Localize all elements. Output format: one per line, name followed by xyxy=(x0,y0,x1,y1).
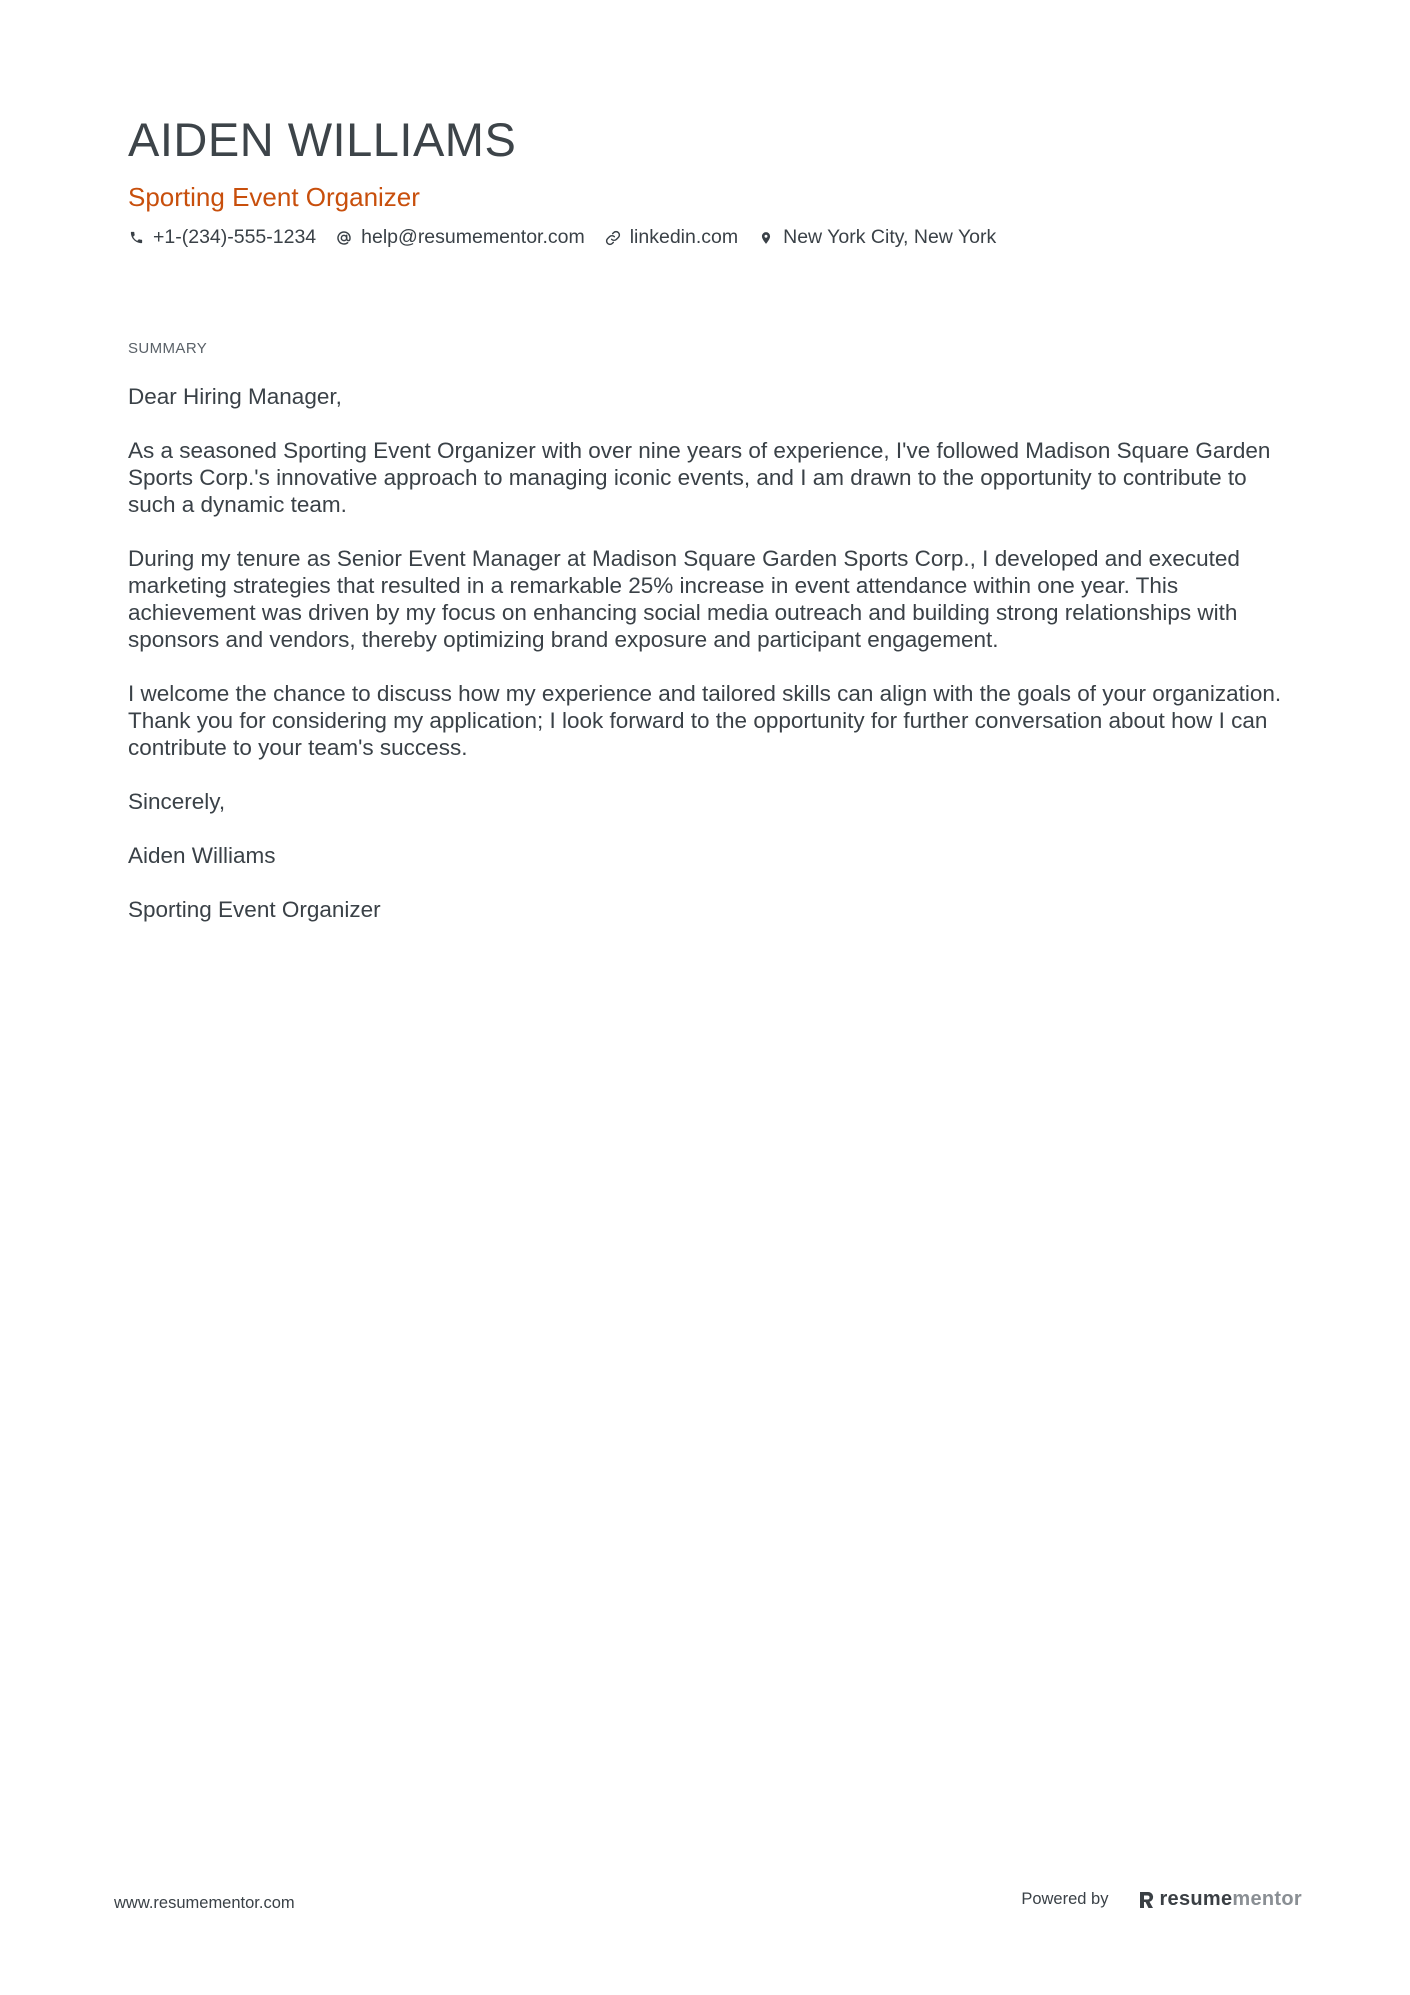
resumementor-logo-icon xyxy=(1138,1890,1155,1910)
resumementor-logo[interactable] xyxy=(1138,1888,1302,1911)
letter-paragraph: I welcome the chance to discuss how my experience and tailored skills can align with the goals of your organization. Thank you for considering my application; I look forward to the opportunity for further conversation about how I can contribute to your team's success. xyxy=(128,681,1282,760)
linkedin-text: linkedin.com xyxy=(629,226,739,248)
at-sign-icon xyxy=(336,230,352,246)
brand-text-resume: resume xyxy=(1159,1888,1233,1910)
footer-url[interactable]: www.resumementor.com xyxy=(114,1894,295,1912)
powered-by-label: Powered by xyxy=(1021,1890,1109,1908)
location-pin-icon xyxy=(758,230,774,246)
powered-by xyxy=(1021,1888,1302,1911)
applicant-name: AIDEN WILLIAMS xyxy=(128,113,517,166)
link-icon xyxy=(605,230,621,246)
letter-paragraph: During my tenure as Senior Event Manager at Madison Square Garden Sports Corp., I developed and executed marketing strategies that resulted in a remarkable 25% increase in event attendance within one year. This achievement was driven by my focus on enhancing social media outreach and building strong relationships with sponsors and vendors, thereby optimizing brand exposure and participant engagement. xyxy=(128,546,1240,652)
letter-paragraph: As a seasoned Sporting Event Organizer with over nine years of experience, I've followed Madison Square Garden Sports Corp.'s innovative approach to managing iconic events, and I am drawn to the opportunity to contribute to such a dynamic team. xyxy=(128,438,1271,517)
contact-info xyxy=(128,226,1016,249)
salutation: Dear Hiring Manager, xyxy=(128,384,342,409)
email-text: help@resumementor.com xyxy=(361,226,585,248)
signature-name: Aiden Williams xyxy=(128,843,276,868)
signature-title: Sporting Event Organizer xyxy=(128,897,381,922)
contact-phone[interactable] xyxy=(128,226,316,249)
job-title: Sporting Event Organizer xyxy=(128,182,420,212)
contact-email[interactable] xyxy=(336,226,585,249)
contact-location xyxy=(758,226,996,249)
letter-body xyxy=(128,383,1288,950)
location-text: New York City, New York xyxy=(783,226,997,248)
brand-text-mentor: mentor xyxy=(1232,1888,1302,1910)
summary-heading: SUMMARY xyxy=(128,340,208,357)
closing: Sincerely, xyxy=(128,789,226,814)
phone-text: +1-(234)-555-1234 xyxy=(153,226,317,248)
contact-linkedin[interactable] xyxy=(605,226,738,249)
phone-icon xyxy=(128,230,144,246)
